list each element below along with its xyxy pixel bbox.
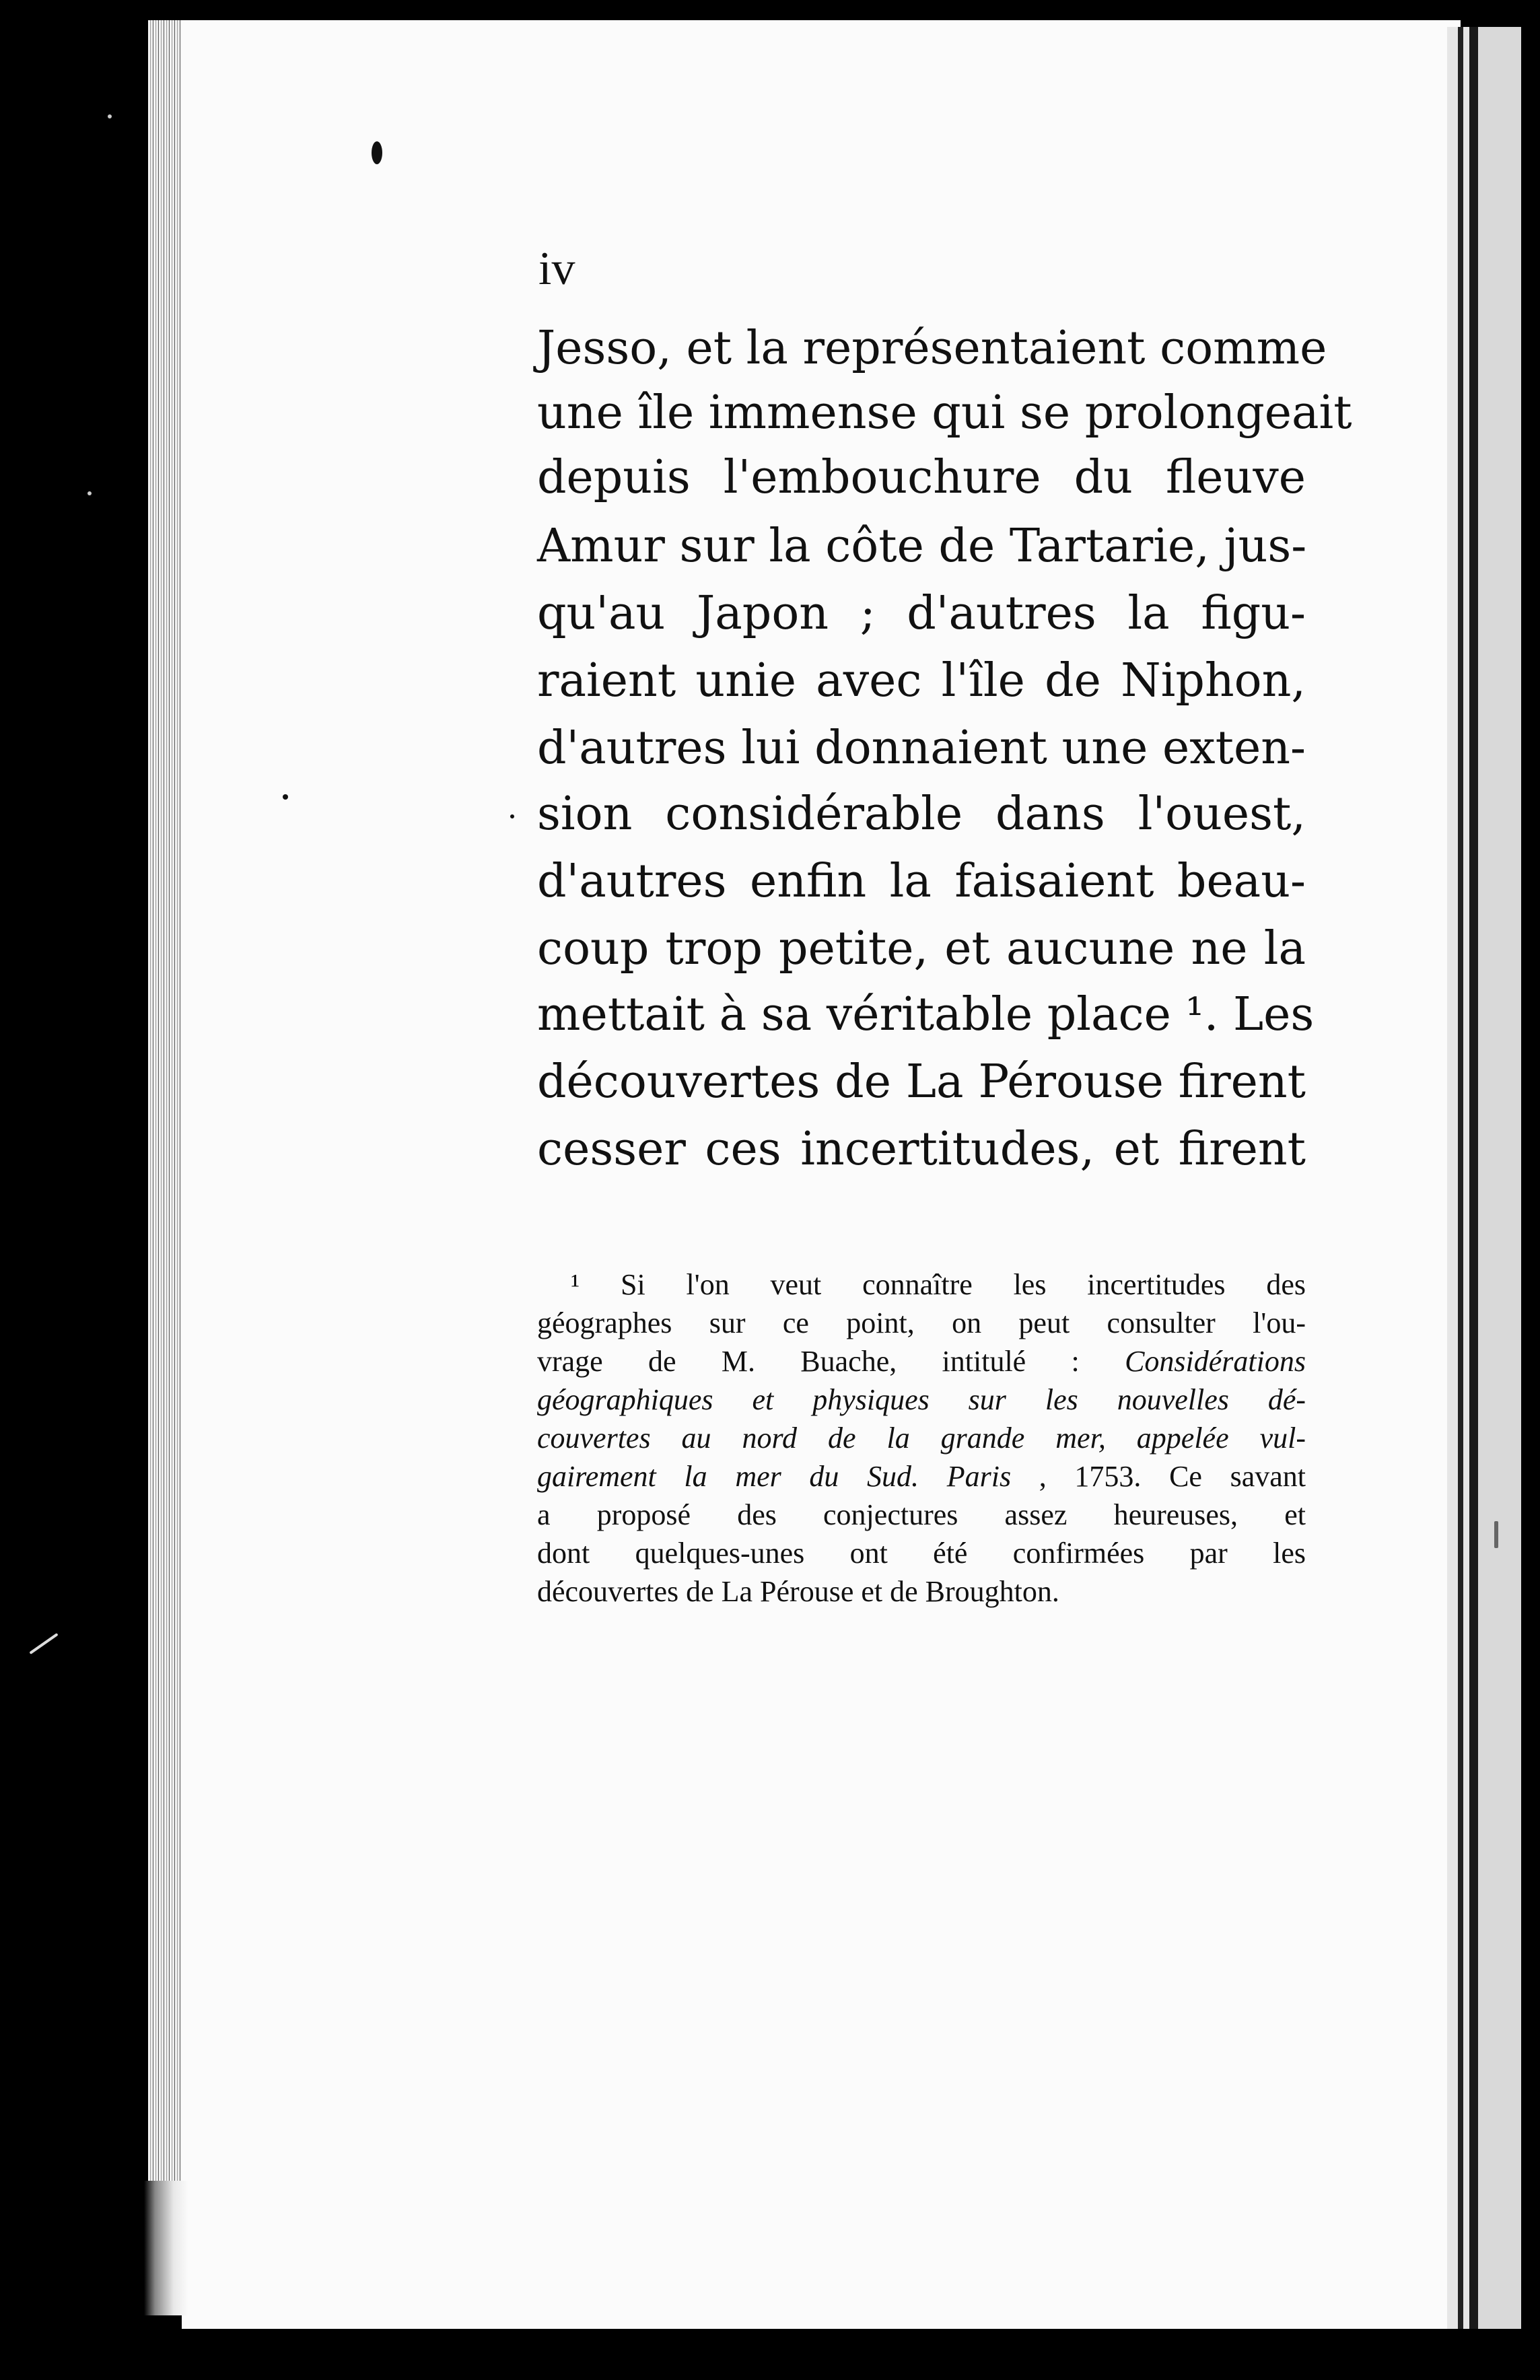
footnote-line: [537, 1265, 1306, 1304]
footnote-line: découvertes de La Pérouse et de Broughton.: [537, 1575, 1059, 1608]
speck-mark: [29, 1633, 58, 1654]
speck-mark: [88, 491, 92, 495]
body-text: [537, 316, 1352, 1205]
body-line: depuis l'embouchure du fleuve: [537, 451, 1306, 504]
body-line: qu'au Japon ; d'autres la figu-: [537, 587, 1306, 640]
footnote-line: [537, 1342, 1306, 1380]
speck-mark: [283, 794, 288, 800]
footnote: [537, 1265, 1306, 1642]
body-line: cesser ces incertitudes, et firent: [537, 1123, 1306, 1176]
body-line: sion considérable dans l'ouest,: [537, 788, 1306, 841]
footnote-marker: ¹: [571, 1268, 580, 1301]
body-line: Jesso, et la représentaient comme: [537, 322, 1327, 375]
footnote-line: a proposé des conjectures assez heureuses, et: [537, 1498, 1306, 1531]
body-line: d'autres lui donnaient une exten-: [537, 722, 1306, 775]
body-line: mettait à sa véritable place ¹. Les: [537, 988, 1315, 1041]
footnote-line: dont quelques-unes ont été confirmées par les: [537, 1537, 1306, 1570]
footnote-line: géographes sur ce point, on peut consulter l'ou-: [537, 1306, 1306, 1339]
footnote-text: , 1753. Ce savant: [1039, 1460, 1306, 1493]
footnote-text: Si l'on veut connaître les incertitudes des: [621, 1268, 1306, 1301]
footnote-line: [537, 1457, 1306, 1496]
body-line: coup trop petite, et aucune ne la: [537, 922, 1306, 975]
page-number: iv: [538, 243, 575, 295]
body-line: d'autres enfin la faisaient beau-: [537, 855, 1306, 908]
page-edge-shadow: [1458, 27, 1463, 2329]
page-edges-bottom-corner: [114, 2181, 188, 2315]
footnote-line: couvertes au nord de la grande mer, appelée vul-: [537, 1422, 1306, 1455]
speck-mark: [510, 814, 514, 818]
speck-mark: [372, 141, 382, 164]
footnote-italic-title: Considérations: [1125, 1345, 1306, 1378]
speck-mark: [1494, 1521, 1498, 1548]
body-line: Amur sur la côte de Tartarie, jus-: [537, 520, 1307, 573]
body-line: une île immense qui se prolongeait: [537, 386, 1352, 440]
speck-mark: [108, 114, 112, 118]
body-line: découvertes de La Pérouse firent: [537, 1055, 1306, 1109]
body-line: raient unie avec l'île de Niphon,: [537, 654, 1306, 707]
footnote-line: géographiques et physiques sur les nouvelles dé-: [537, 1383, 1306, 1416]
footnote-text: vrage de M. Buache, intitulé :: [537, 1345, 1125, 1378]
footnote-italic-title: gairement la mer du Sud. Paris: [537, 1460, 1012, 1493]
